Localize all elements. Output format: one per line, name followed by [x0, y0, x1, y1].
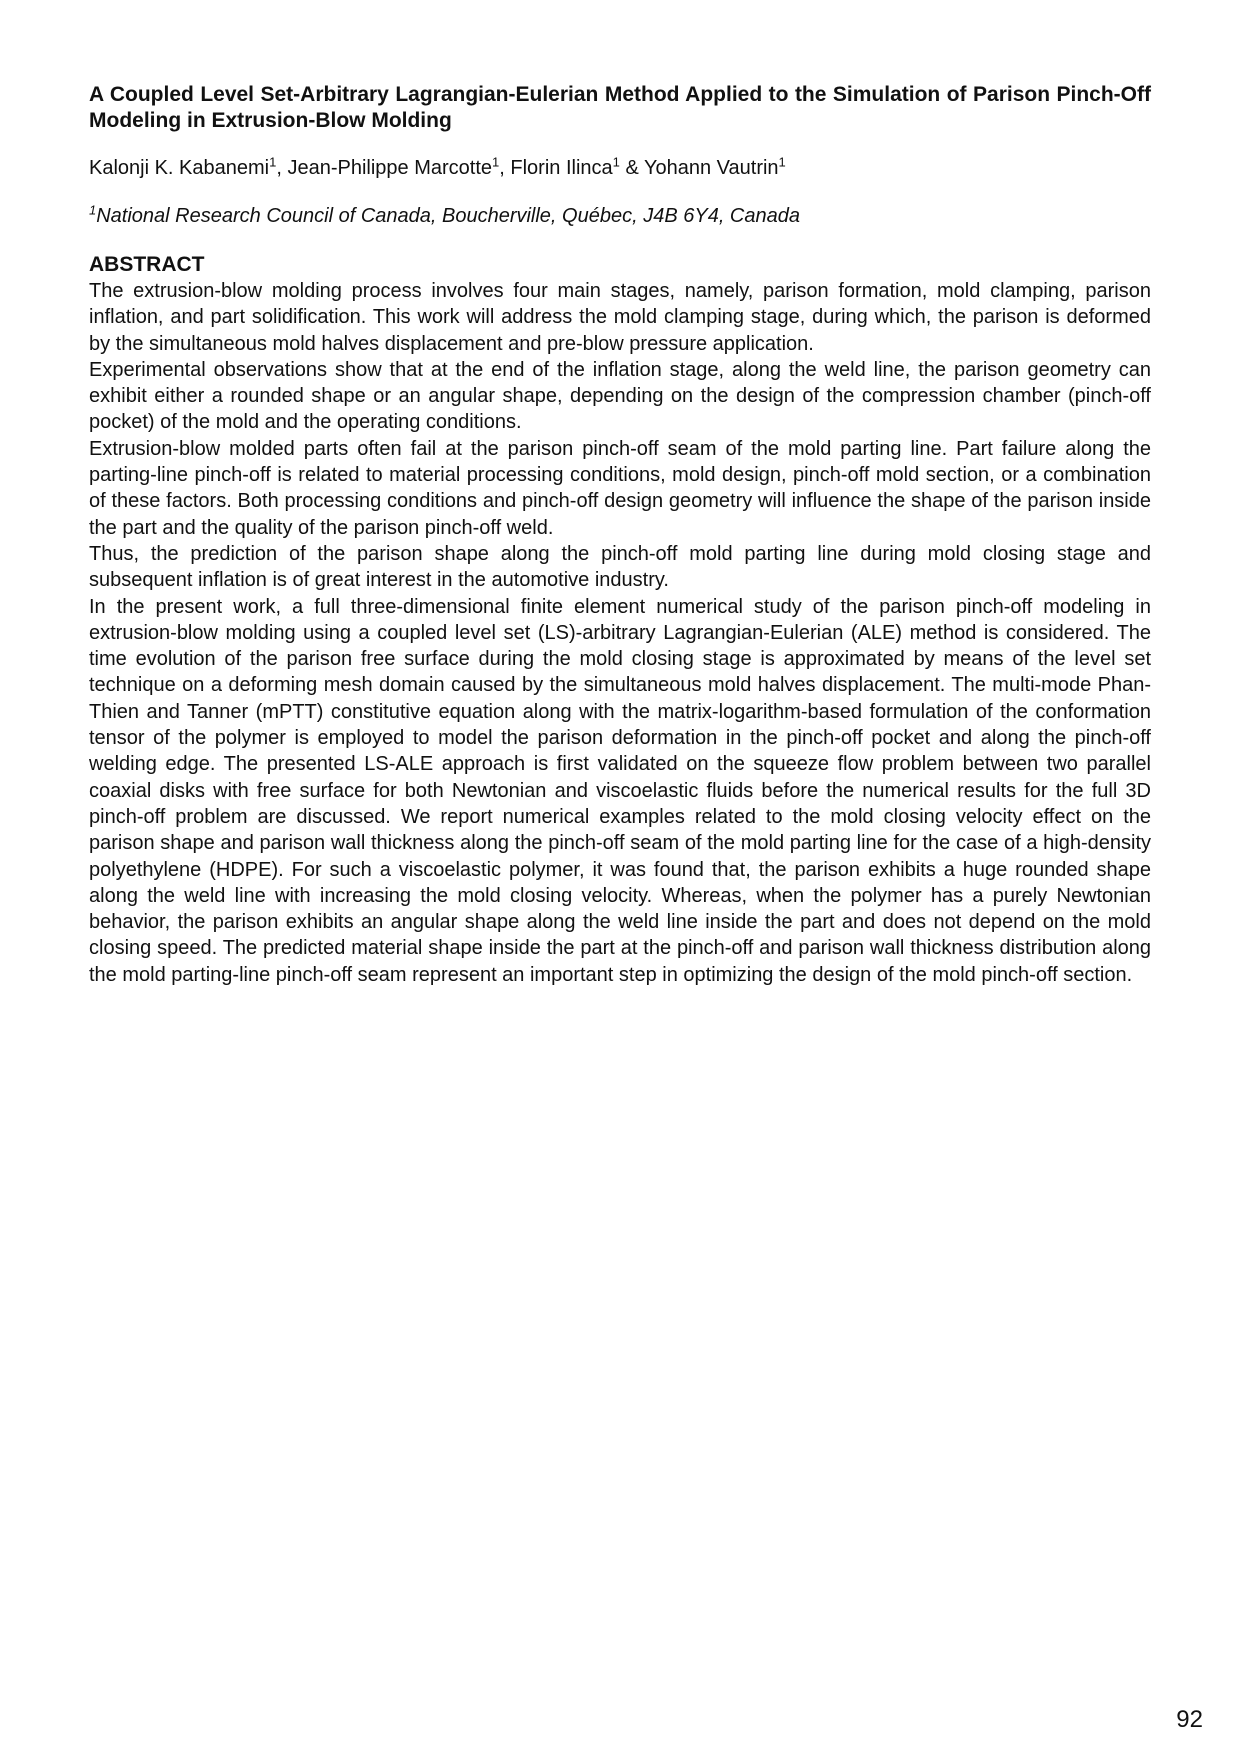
- author-name: Kalonji K. Kabanemi: [89, 157, 270, 179]
- abstract-heading: ABSTRACT: [89, 253, 205, 276]
- author-separator: &: [619, 157, 644, 179]
- abstract-paragraph: The extrusion-blow molding process involves four main stages, namely, parison formation, mold clamping, parison inflation, and part solidification. This work will address the mold clamping stage, during which, the parison is deformed by the simultaneous mold halves displacement and pre-blow pressure application.: [89, 280, 1151, 355]
- author-name: Yohann Vautrin: [643, 157, 779, 179]
- author-separator: ,: [499, 157, 511, 179]
- abstract-paragraph: Experimental observations show that at the end of the inflation stage, along the weld line, the parison geometry can exhibit either a rounded shape or an angular shape, depending on the design of the compression chamber (pinch-off pocket) of the mold and the operating conditions.: [89, 358, 1151, 434]
- paper-title: A Coupled Level Set-Arbitrary Lagrangian-Eulerian Method Applied to the Simulation of Parison Pinch-Off Modeling in Extrusion-Blow Molding: [89, 83, 1151, 132]
- author-name: Florin Ilinca: [510, 157, 613, 179]
- author-affiliation-mark: 1: [612, 154, 620, 170]
- abstract-paragraph: In the present work, a full three-dimensional finite element numerical study of the parison pinch-off modeling in extrusion-blow molding using a coupled level set (LS)-arbitrary Lagrangian-Eulerian (ALE) method is considered. The time evolution of the parison free surface during the mold closing stage is approximated by means of the level set technique on a deforming mesh domain caused by the simultaneous mold halves displacement. The multi-mode Phan-Thien and Tanner (mPTT) constitutive equation along with the matrix-logarithm-based formulation of the conformation tensor of the polymer is employed to model the parison deformation in the pinch-off pocket and along the pinch-off welding edge. The presented LS-ALE approach is first validated on the squeeze flow problem between two parallel coaxial disks with free surface for both Newtonian and viscoelastic fluids before the numerical results for the full 3D pinch-off problem are discussed. We report numerical examples related to the mold closing velocity effect on the parison shape and parison wall thickness along the pinch-off seam of the mold parting line for the case of a high-density polyethylene (HDPE). For such a viscoelastic polymer, it was found that, the parison exhibits a huge rounded shape along the weld line with increasing the mold closing velocity. Whereas, when the polymer has a purely Newtonian behavior, the parison exhibits an angular shape along the weld line inside the part and does not depend on the mold closing speed. The predicted material shape inside the part at the pinch-off and parison wall thickness distribution along the mold parting-line pinch-off seam represent an important step in optimizing the design of the mold pinch-off section.: [89, 595, 1151, 986]
- affiliation-text: National Research Council of Canada, Boucherville, Québec, J4B 6Y4, Canada: [96, 205, 800, 227]
- author-list: [89, 156, 1151, 180]
- affiliation-mark: 1: [89, 202, 97, 218]
- abstract-paragraph: Extrusion-blow molded parts often fail at the parison pinch-off seam of the mold parting line. Part failure along the parting-line pinch-off is related to material processing conditions, mold design, pinch-off mold section, or a combination of these factors. Both processing conditions and pinch-off design geometry will influence the shape of the parison inside the part and the quality of the parison pinch-off weld.: [89, 437, 1151, 539]
- abstract-body: [89, 278, 1151, 988]
- author-name: Jean-Philippe Marcotte: [287, 157, 493, 179]
- page-number: 92: [1176, 1706, 1203, 1733]
- author-affiliation-mark: 1: [778, 154, 786, 170]
- author-affiliation-mark: 1: [492, 154, 500, 170]
- author-affiliation-mark: 1: [269, 154, 277, 170]
- author-separator: ,: [276, 157, 288, 179]
- affiliation: [89, 204, 1151, 228]
- paper-page: [89, 82, 1151, 988]
- abstract-paragraph: Thus, the prediction of the parison shape along the pinch-off mold parting line during mold closing stage and subsequent inflation is of great interest in the automotive industry.: [89, 542, 1151, 592]
